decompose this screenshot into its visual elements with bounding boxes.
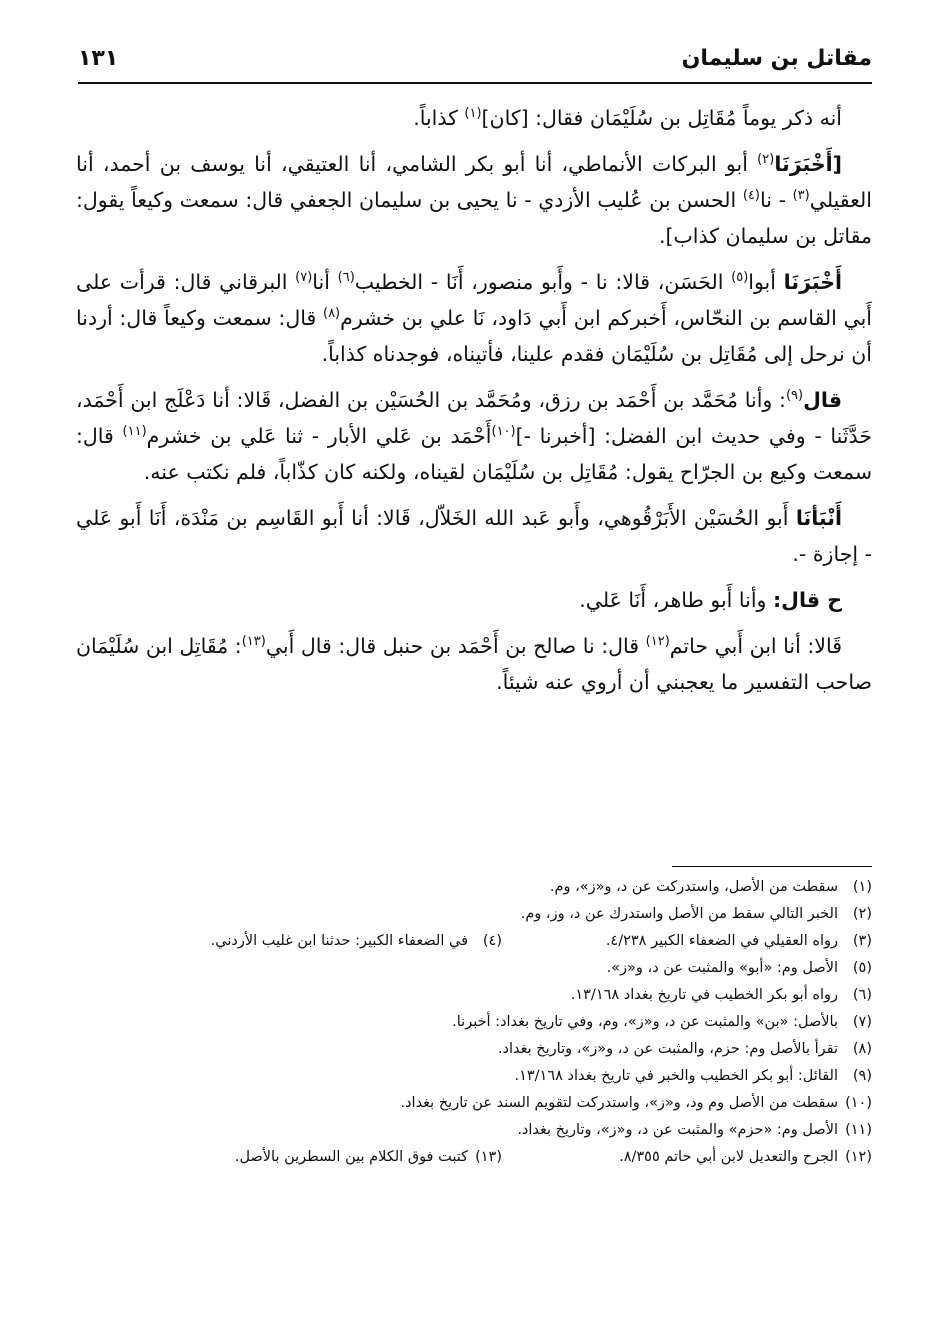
paragraph-lead-word: أَخْبَرَنَا <box>783 270 842 294</box>
page-number: ١٣١ <box>78 45 119 71</box>
footnote-text: سقطت من الأصل وم ود، و«ز»، واستدركت لتقويم السند عن تاريخ بغداد. <box>400 1095 838 1111</box>
footnote-number: (٩) <box>852 1068 872 1084</box>
paragraph-lead-word: ح قال: <box>772 588 842 612</box>
footnote-separator <box>672 866 872 867</box>
paragraph <box>76 100 872 136</box>
footnote-number: (٨) <box>852 1041 872 1057</box>
text-segment: قال: سمعت وكيع بن الجرّاح يقول: مُقَاتِل بن سُلَيْمَان لقيناه، ولكنه كان كذّاباً، فلم نكتب عنه. <box>76 424 872 484</box>
text-segment: أنه ذكر يوماً مُقَاتِل بن سُلَيْمَان فقال: [كان] <box>481 106 842 130</box>
main-text <box>76 100 872 710</box>
footnote <box>110 1063 872 1090</box>
footnote-text: رواه أبو بكر الخطيب في تاريخ بغداد ١٣/١٦٨. <box>570 987 838 1003</box>
footnote-number: (٤) <box>482 933 502 949</box>
footnote-number: (١٠) <box>845 1095 872 1111</box>
running-title: مقاتل بن سليمان <box>681 45 872 71</box>
text-segment: أَبو الحُسَيْن الأَبَرْقُوهي، وأَبو عَبد الله الخَلاّل، قَالا: أنا أَبو القَاسِم بن مَنْدَة، أَنَا أَبو عَلي - إجازة -. <box>76 506 872 566</box>
footnote-reference: (٧) <box>295 270 313 286</box>
footnote-text: في الضعفاء الكبير: حدثنا ابن غليب الأردني. <box>210 933 468 949</box>
paragraph-lead-word: قال <box>803 388 842 412</box>
text-segment: - نا <box>760 188 793 212</box>
footnote <box>110 1036 872 1063</box>
footnote-text: القائل: أبو بكر الخطيب والخبر في تاريخ بغداد ١٣/١٦٨. <box>514 1068 838 1084</box>
footnote-text: تقرأ بالأصل وم: حزم، والمثبت عن د، و«ز»، وتاريخ بغداد. <box>497 1041 838 1057</box>
footnote-reference: (٨) <box>322 306 341 322</box>
footnote-reference: (١) <box>464 106 482 122</box>
footnote-reference: (٦) <box>337 270 355 286</box>
footnote-reference: (١١) <box>122 424 147 440</box>
footnote-number: (١٣) <box>475 1149 502 1165</box>
footnote <box>132 928 502 955</box>
footnote <box>110 955 872 982</box>
text-segment: قَالا: أنا ابن أَبي حاتم <box>669 634 842 658</box>
footnotes-section <box>110 874 872 1171</box>
page-header <box>78 34 872 84</box>
text-segment: الحَسَن، قالا: نا - وأَبو منصور، أَنَا - الخطيب <box>354 270 732 294</box>
text-segment: وأنا أَبو طاهر، أَنَا عَلي. <box>579 588 773 612</box>
text-segment: أنا <box>312 270 338 294</box>
text-segment: أَحْمَد بن عَلي الأبار - ثنا عَلي بن خشرم <box>146 424 492 448</box>
footnote-number: (٦) <box>852 987 872 1003</box>
footnote <box>502 1144 872 1171</box>
footnote <box>502 928 872 955</box>
text-segment: قال: سمعت وكيعاً قال: أردنا أن نرحل إلى مُقَاتِل بن سُلَيْمَان فقدم علينا، فأتيناه، فوجدناه كذاباً. <box>76 306 872 366</box>
text-segment: كذاباً. <box>413 106 465 130</box>
footnote-reference: (٩) <box>785 388 804 404</box>
text-segment: : وأنا مُحَمَّد بن أَحْمَد بن رزق، ومُحَمَّد بن الحُسَيْن بن الفضل، قَالا: أنا دَعْلَج ابن أَحْمَد، حَدَّثَنا - وفي حديث ابن الفضل: [أخبرنا -] <box>76 388 872 448</box>
footnote-text: بالأصل: «بن» والمثبت عن د، و«ز»، وم، وفي تاريخ بغداد: أخبرنا. <box>452 1014 838 1030</box>
footnote-number: (٧) <box>852 1014 872 1030</box>
paragraph <box>76 146 872 254</box>
footnote <box>110 1009 872 1036</box>
footnote-number: (١) <box>852 879 872 895</box>
footnote-reference: (٤) <box>742 188 760 204</box>
footnote-text: رواه العقيلي في الضعفاء الكبير ٤/٢٣٨. <box>605 933 838 949</box>
paragraph-lead-word: أَنْبَأنَا <box>795 506 842 530</box>
paragraph <box>76 628 872 700</box>
text-segment: أبوا <box>748 270 784 294</box>
text-segment: أبو البركات الأنماطي، أنا أبو بكر الشامي، أنا العتيقي، أنا يوسف بن أحمد، أنا العقيلي <box>76 152 872 212</box>
footnote-text: كتبت فوق الكلام بين السطرين بالأصل. <box>234 1149 468 1165</box>
footnote-reference: (١٣) <box>241 634 266 650</box>
footnote-text: الأصل وم: «أبو» والمثبت عن د، و«ز». <box>606 960 838 976</box>
footnote-number: (٣) <box>852 933 872 949</box>
footnote-number: (١٢) <box>845 1149 872 1165</box>
footnote-reference: (٣) <box>792 188 810 204</box>
footnote-text: سقطت من الأصل، واستدركت عن د، و«ز»، وم. <box>549 879 838 895</box>
footnote <box>110 874 872 901</box>
text-segment: قال: نا صالح بن أَحْمَد بن حنبل قال: قال أَبي <box>265 634 646 658</box>
paragraph <box>76 500 872 572</box>
paragraph <box>76 264 872 372</box>
footnote-reference: (٥) <box>731 270 749 286</box>
paragraph-lead-word: [أَخْبَرَنَا <box>774 152 842 176</box>
text-segment: البرقاني قال: قرأت على أَبي القاسم بن النحّاس، أَخبركم ابن أَبي دَاود، نَا علي بن خشرم <box>76 270 872 330</box>
footnote-number: (١١) <box>845 1122 872 1138</box>
footnote-text: الجرح والتعديل لابن أبي حاتم ٨/٣٥٥. <box>619 1149 838 1165</box>
footnote <box>110 1090 872 1117</box>
footnote-reference: (١٢) <box>645 634 670 650</box>
text-segment: : مُقَاتِل ابن سُلَيْمَان صاحب التفسير ما يعجبني أن أروي عنه شيئاً. <box>76 634 872 694</box>
text-segment: الحسن بن عُليب الأزدي - نا يحيى بن سليمان الجعفي قال: سمعت وكيعاً يقول: مقاتل بن سليمان كذاب]. <box>76 188 872 248</box>
footnote-number: (٥) <box>852 960 872 976</box>
footnote-text: الخبر التالي سقط من الأصل واستدرك عن د، وز، وم. <box>520 906 838 922</box>
footnote-text: الأصل وم: «حزم» والمثبت عن د، و«ز»، وتاريخ بغداد. <box>517 1122 838 1138</box>
footnote-reference: (٢) <box>757 152 775 168</box>
paragraph <box>76 582 872 618</box>
paragraph <box>76 382 872 490</box>
footnote-number: (٢) <box>852 906 872 922</box>
footnote-pair <box>110 928 872 955</box>
footnote <box>110 1117 872 1144</box>
footnote-reference: (١٠) <box>491 424 516 440</box>
footnote <box>132 1144 502 1171</box>
footnote <box>110 982 872 1009</box>
footnote <box>110 901 872 928</box>
footnote-pair <box>110 1144 872 1171</box>
